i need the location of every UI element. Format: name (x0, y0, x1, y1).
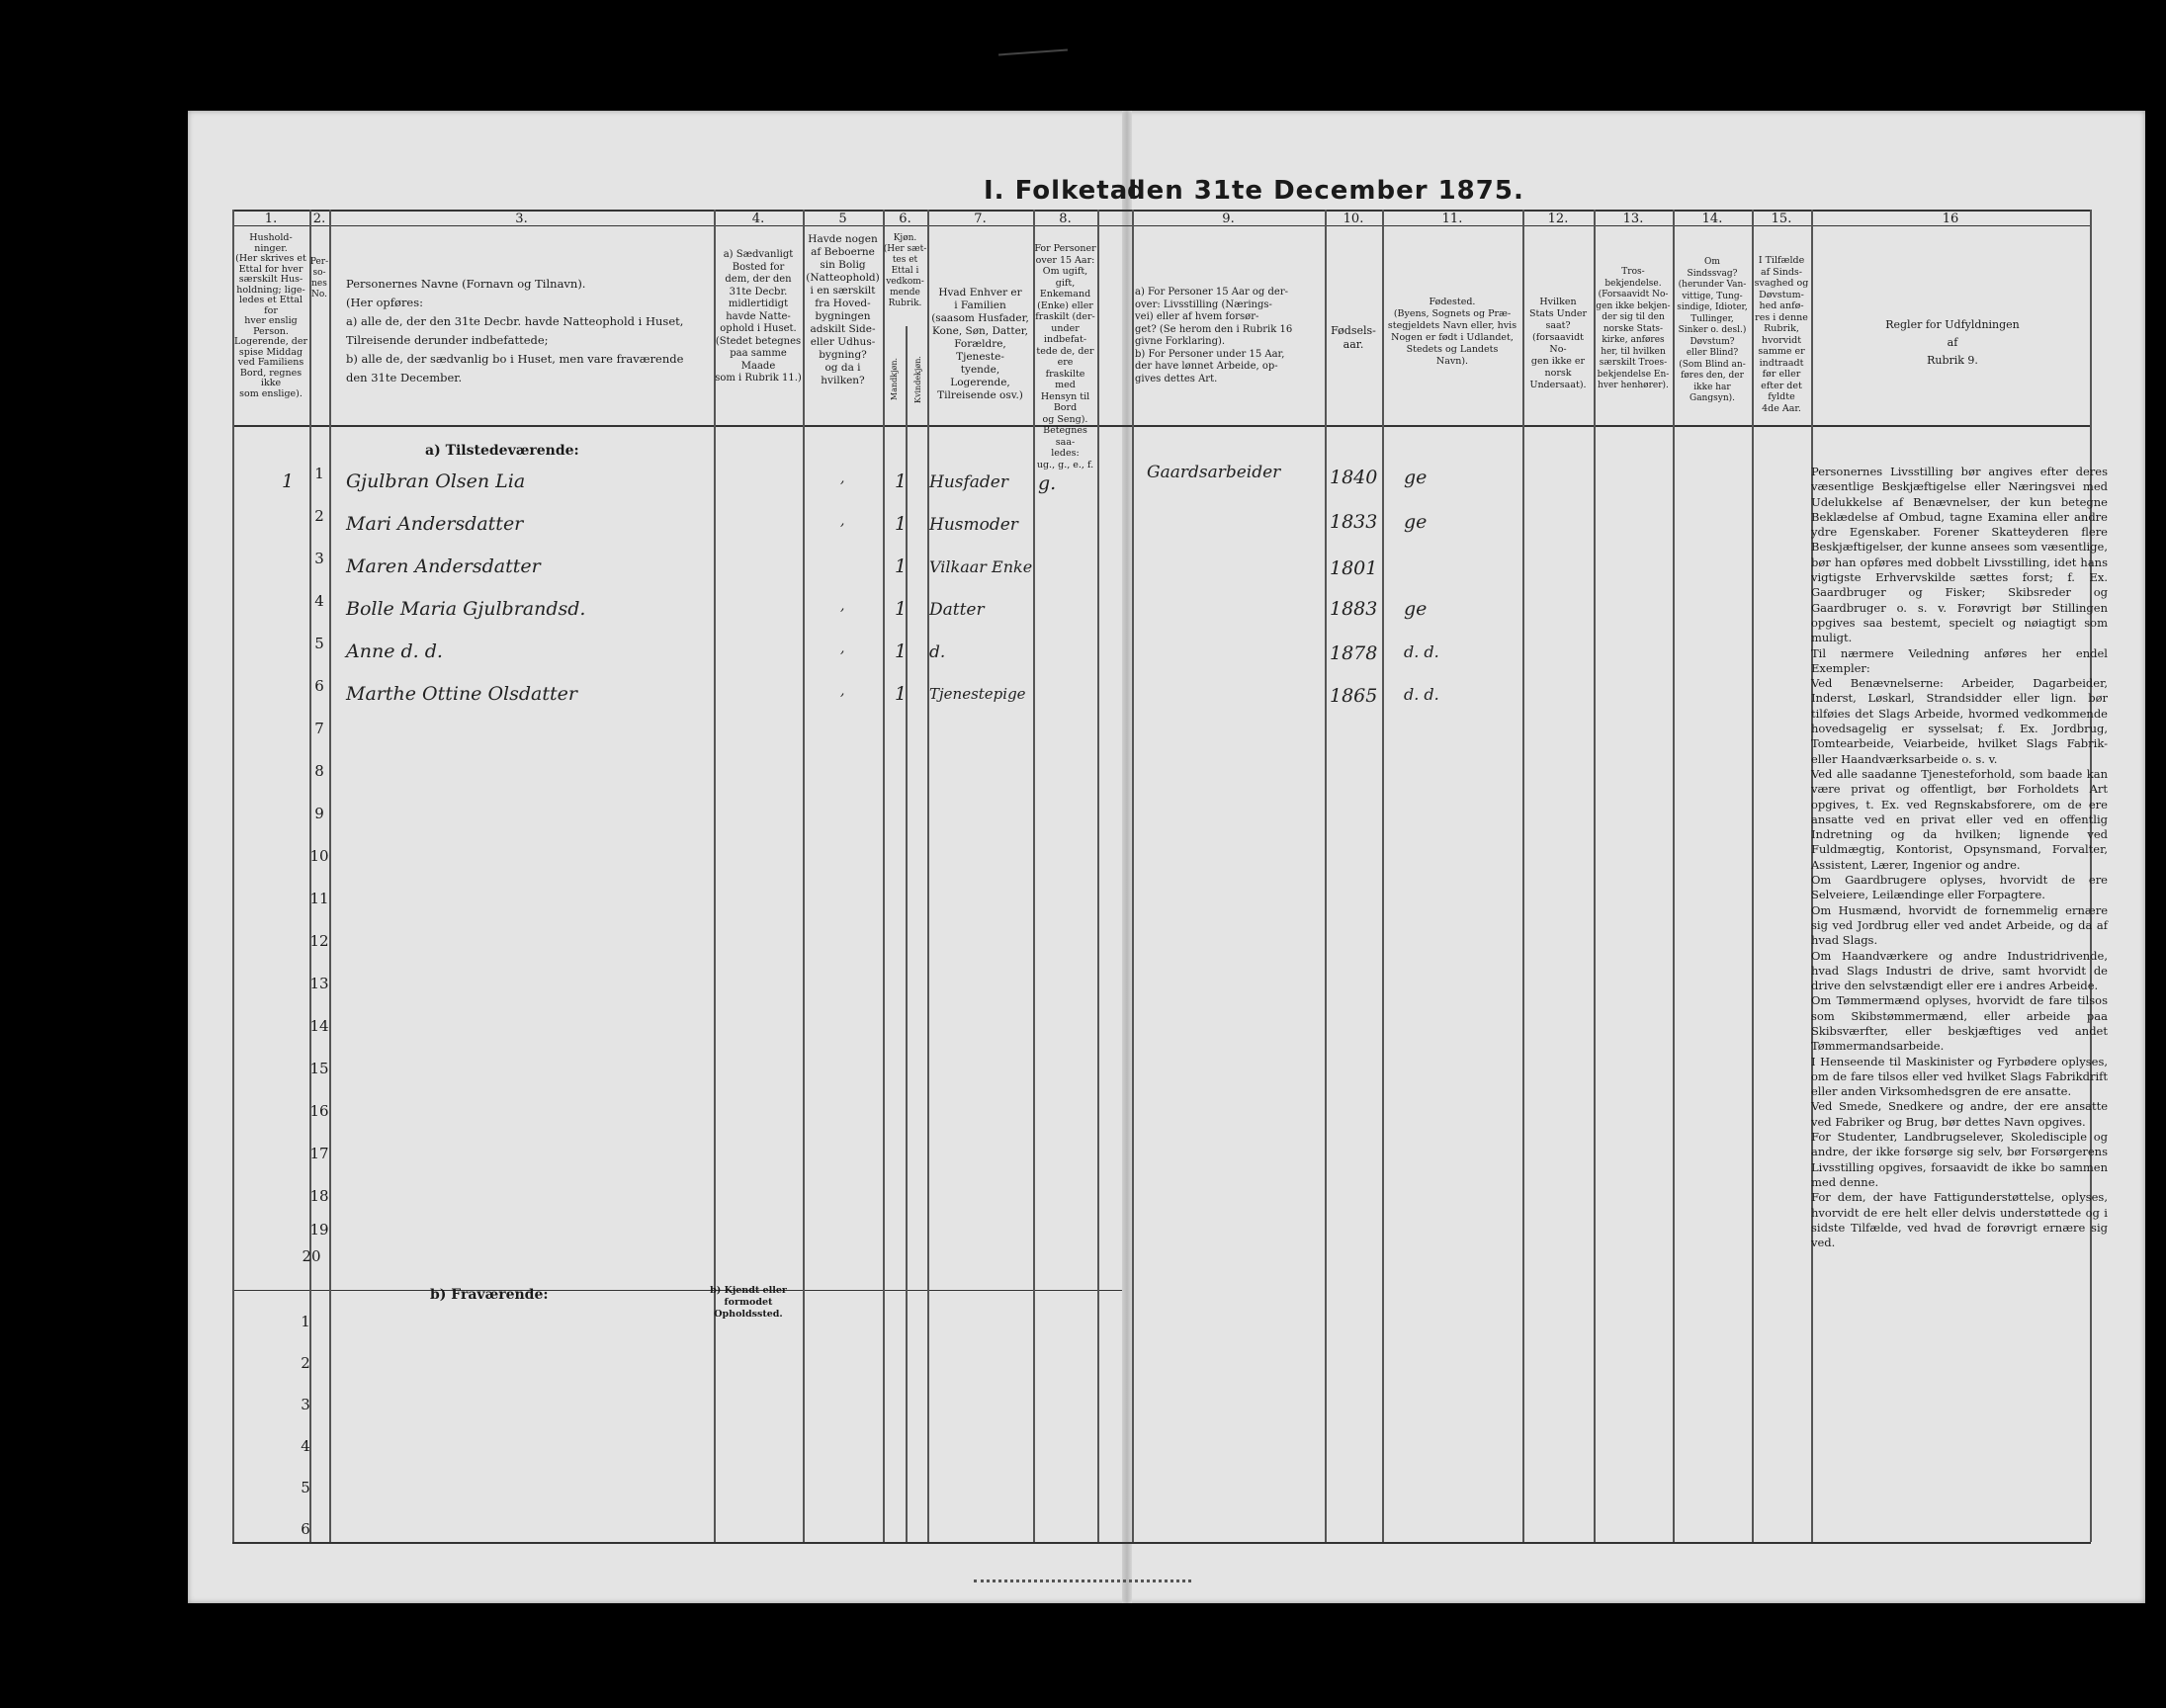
entry-birthplace: d. d. (1404, 642, 1439, 661)
entry-birthplace: d. d. (1404, 685, 1439, 704)
entry-household: 1 (282, 470, 295, 492)
col-line (1522, 210, 1524, 1542)
absent-row-number: 4 (301, 1437, 310, 1455)
entry-birth-year: 1840 (1330, 467, 1378, 488)
col-number-12: 12. (1547, 212, 1569, 226)
row-number: 20 (302, 1247, 321, 1265)
entry-relation: Husmoder (929, 515, 1018, 535)
title-right: den 31te December 1875. (1127, 176, 1524, 206)
col-line (329, 210, 331, 1542)
absent-row-number: 6 (301, 1520, 310, 1538)
bottom-rule (232, 1542, 2091, 1544)
col-line (1673, 210, 1675, 1542)
col-number-4: 4. (751, 212, 765, 226)
entry-occupation: Gaardsarbeider (1147, 463, 1281, 482)
entry-name: Maren Andersdatter (346, 555, 541, 577)
entry-birthplace: ge (1404, 467, 1428, 488)
footer-scribble (974, 1572, 1191, 1582)
header-households: Hushold- ninger. (Her skrives et Ettal for hver særskilt Hus- holdning; lige- ledes et Ettal for hver enslig Person. Logerende, der spise Middag ved Familiens Bord, regnes ikke som enslige). (234, 232, 308, 399)
col-number-13: 13. (1622, 212, 1644, 226)
header-birth-year: Fødsels- aar. (1331, 324, 1376, 351)
col-number-9: 9. (1222, 212, 1235, 226)
col-number-15: 15. (1771, 212, 1792, 226)
row-number: 14 (309, 1017, 329, 1035)
entry-relation: d. (929, 642, 946, 662)
entry-outbuilding: , (840, 513, 845, 529)
entry-relation: Tjenestepige (929, 685, 1026, 703)
row-number: 3 (314, 550, 324, 567)
col-line (803, 210, 805, 1542)
entry-birth-year: 1833 (1330, 511, 1378, 533)
col-number-10: 10. (1343, 212, 1364, 226)
col-line (1594, 210, 1596, 1542)
row-number: 12 (309, 932, 329, 950)
row-number: 10 (309, 847, 329, 865)
absent-row-number: 2 (301, 1354, 310, 1372)
entry-birthplace: ge (1404, 598, 1428, 620)
col-number-7: 7. (974, 212, 987, 226)
col-number-6: 6. (899, 212, 911, 226)
pencil-mark (998, 49, 1068, 56)
row-number: 18 (309, 1187, 329, 1205)
row-number: 4 (314, 592, 324, 610)
absent-location-note: b) Kjendt eller formodet Opholdssted. (710, 1285, 787, 1320)
entry-birth-year: 1878 (1330, 642, 1378, 664)
header-rules: Regler for Udfyldningen af Rubrik 9. (1885, 318, 2020, 367)
entry-name: Anne d. d. (346, 640, 443, 662)
col-line (232, 210, 234, 1542)
entry-relation: Husfader (929, 472, 1008, 492)
header-names: Personernes Navne (Fornavn og Tilnavn). (Her opføres: a) alle de, der den 31te Decbr. havde Natteophold i Huset, Tilreisende derunder indbefattede; b) alle de, der sædvanlig bo i Huset, men vare fraværende den 31te December. (346, 277, 684, 384)
entry-sex: 1 (895, 513, 908, 535)
entry-sex: 1 (895, 470, 908, 492)
header-usual-residence: a) Sædvanligt Bosted for dem, der den 31te Decbr. midlertidigt havde Natte- ophold i Huset. (Stedet betegnes paa samme Maade som i Rubrik 11.) (715, 249, 802, 384)
header-birthplace: Fødested. (Byens, Sognets og Præ- stegjeldets Navn eller, hvis Nogen er født i Udlandet, Stedets og Landets Navn). (1387, 297, 1517, 367)
row-number: 6 (314, 677, 324, 695)
col-line (1382, 210, 1384, 1542)
entry-relation: Datter (929, 600, 985, 620)
section-absent: b) Fraværende: (430, 1287, 549, 1303)
col-number-3: 3. (515, 212, 528, 226)
header-religion: Tros- bekjendelse. (Forsaavidt No- gen ikke bekjen- der sig til den norske Stats- kirke, anføres her, til hvilken særskilt Troes- bekjendelse En- hver henhører). (1596, 267, 1671, 390)
entry-birth-year: 1883 (1330, 598, 1378, 620)
col-line (1097, 210, 1099, 1542)
absent-rule (232, 1290, 1122, 1291)
entry-name: Gjulbran Olsen Lia (346, 470, 526, 492)
row-number: 5 (314, 635, 324, 652)
header-onset: I Tilfælde af Sinds- svaghed og Døvstum- hed anfø- res i denne Rubrik, hvorvidt samme er indtraadt før eller efter det fyldte 4de Aar. (1754, 255, 1809, 414)
header-citizenship: Hvilken Stats Under saat? (forsaavidt No- gen ikke er norsk Undersaat). (1528, 297, 1588, 390)
rules-text: Personernes Livsstilling bør angives efter deres væsentlige Beskjæftigelse eller Næringsvei med Udelukkelse af Benævnelser, der kun betegne Beklædelse af Ombud, tagne Examina eller andre ydre Egenskaber. Forener Skatteyderen flere Beskjæftigelser, der kunne ansees som væsentlige, bør han opføres med dobbelt Livsstilling, idet hans vigtigste Erhvervskilde sættes forst; f. Ex. Gaardbruger og Fisker; Skibsreder og Gaardbruger o. s. v. Forøvrigt bør Stillingen opgives saa bestemt, specielt og nøiagtigt som muligt. Til nærmere Veiledning anføres her endel Exempler: Ved Benævnelserne: Arbeider, Dagarbeider, Inderst, Løskarl, Strandsidder eller lign. bør tilføies det Slags Arbeide, hvormed vedkommende hovedsagelig er sysselsat; f. Ex. Jordbrug, Tomtearbeide, Veiarbeide, hvilket Slags Fabrik- eller Haandværksarbeide o. s. v. Ved alle saadanne Tjenesteforhold, som baade kan være privat og offentligt, bør Forholdets Art opgives, t. Ex. ved Regnskabsforere, om de ere ansatte ved en privat eller ved en offentlig Indretning og da hvilken; lignende ved Fuldmægtig, Kontorist, Opsynsmand, Forvalter, Assistent, Lærer, Ingenior og andre. Om Gaardbrugere oplyses, hvorvidt de ere Selveiere, Leilændinge eller Forpagtere. Om Husmænd, hvorvidt de fornemmelig ernære sig ved Jordbrug eller ved andet Arbeide, og da af hvad Slags. Om Haandværkere og andre Industridrivende, hvad Slags Industri de drive, samt hvorvidt de drive den selvstændigt eller ere i andres Arbeide. Om Tømmermænd oplyses, hvorvidt de fare tilsos som Skibstømmermænd, eller arbeide paa Skibsværfter, eller beskjæftiges ved andet Tømmermandsarbeide. I Henseende til Maskinister og Fyrbødere oplyses, om de fare tilsos eller ved hvilket Slags Fabrikdrift eller anden Virksomhedsgren de ere ansatte. Ved Smede, Snedkere og andre, der ere ansatte ved Fabriker og Brug, bør dettes Navn opgives. For Studenter, Landbrugselever, Skoledisciple og andre, der ikke forsørge sig selv, bør Forsørgerens Livsstilling opgives, forsaavidt de ikke bo sammen med denne. For dem, der have Fattigunderstøttelse, oplyses, hvorvidt de ere helt eller delvis understøttede og i sidste Tilfælde, ved hvad de forøvrigt ernære sig ved. (1811, 465, 2108, 1250)
page-fold (1122, 111, 1132, 1603)
row-number: 7 (314, 720, 324, 737)
row-number: 8 (314, 762, 324, 780)
header-sex: Kjøn. (Her sæt- tes et Ettal i vedkom- mende Rubrik. (883, 233, 927, 308)
entry-birthplace: ge (1404, 511, 1428, 533)
col-number-11: 11. (1441, 212, 1463, 226)
absent-row-number: 3 (301, 1396, 310, 1413)
col-number-14: 14. (1701, 212, 1723, 226)
entry-name: Mari Andersdatter (346, 513, 524, 535)
header-sex-female: Kvindekjøn. (913, 356, 922, 403)
header-person-number: Per- so- nes No. (309, 257, 329, 299)
header-family-role: Hvad Enhver er i Familien (saasom Husfader, Kone, Søn, Datter, Forældre, Tjeneste- tyende, Logerende, Tilreisende osv.) (931, 287, 1029, 401)
col-line (883, 210, 885, 1542)
entry-marital: g. (1038, 472, 1057, 494)
col-number-2: 2. (312, 212, 326, 226)
row-number: 19 (309, 1221, 329, 1238)
header-disability: Om Sindssvag? (herunder Van- vittige, Tung- sindige, Idioter, Tullinger, Sinker o. desl.) Døvstum? eller Blind? (Som Blind an- føres den, der ikke har Gangsyn). (1677, 257, 1748, 403)
entry-sex: 1 (895, 555, 908, 577)
col-line (1132, 210, 1134, 1542)
row-number: 15 (309, 1060, 329, 1077)
entry-outbuilding: , (840, 640, 845, 656)
col-line (906, 326, 908, 1542)
entry-sex: 1 (895, 683, 908, 705)
entry-sex: 1 (895, 598, 908, 620)
row-number: 13 (309, 975, 329, 992)
entry-relation: Vilkaar Enke (929, 557, 1033, 576)
entry-outbuilding: , (840, 598, 845, 614)
header-sex-male: Mandkjøn. (890, 357, 899, 400)
entry-outbuilding: , (840, 683, 845, 699)
col-line (1325, 210, 1327, 1542)
entry-birth-year: 1801 (1330, 557, 1378, 579)
col-number-1: 1. (264, 212, 278, 226)
entry-sex: 1 (895, 640, 908, 662)
row-number: 17 (309, 1145, 329, 1162)
row-number: 11 (309, 890, 329, 907)
header-marital-status: For Personer over 15 Aar: Om ugift, gift, Enkemand (Enke) eller fraskilt (der- under indbefat- tede de, der ere fraskilte med Hensyn til Bord og Seng). Betegnes saa- ledes: ug., g., e., f. (1034, 243, 1096, 470)
absent-row-number: 1 (301, 1313, 310, 1330)
section-present: a) Tilstedeværende: (425, 443, 579, 459)
row-number: 16 (309, 1102, 329, 1120)
col-line (927, 210, 929, 1542)
col-number-16: 16 (1942, 212, 1959, 226)
entry-outbuilding: , (840, 470, 845, 486)
header-outbuilding: Havde nogen af Beboerne sin Bolig (Natteophold) i en særskilt fra Hoved- bygningen adskilt Side- eller Udhus- bygning? og da i hvilken? (806, 233, 880, 386)
row-number: 2 (314, 507, 324, 525)
entry-name: Marthe Ottine Olsdatter (346, 683, 577, 705)
title-left: I. Folketal (984, 176, 1139, 206)
row-number: 9 (314, 805, 324, 822)
col-number-8: 8. (1059, 212, 1072, 226)
header-occupation: a) For Personer 15 Aar og der- over: Livsstilling (Nærings- vei) eller af hvem forsør- get? (Se herom den i Rubrik 16 givne Forklaring). b) For Personer under 15 Aar, der have lønnet Arbeide, op- gives dettes Art. (1135, 287, 1293, 384)
col-number-5: 5 (838, 212, 847, 226)
row-number: 1 (314, 465, 324, 482)
absent-row-number: 5 (301, 1479, 310, 1496)
entry-name: Bolle Maria Gjulbrandsd. (346, 598, 586, 620)
col-line (309, 210, 311, 1542)
col-line (714, 210, 716, 1542)
entry-birth-year: 1865 (1330, 685, 1378, 707)
